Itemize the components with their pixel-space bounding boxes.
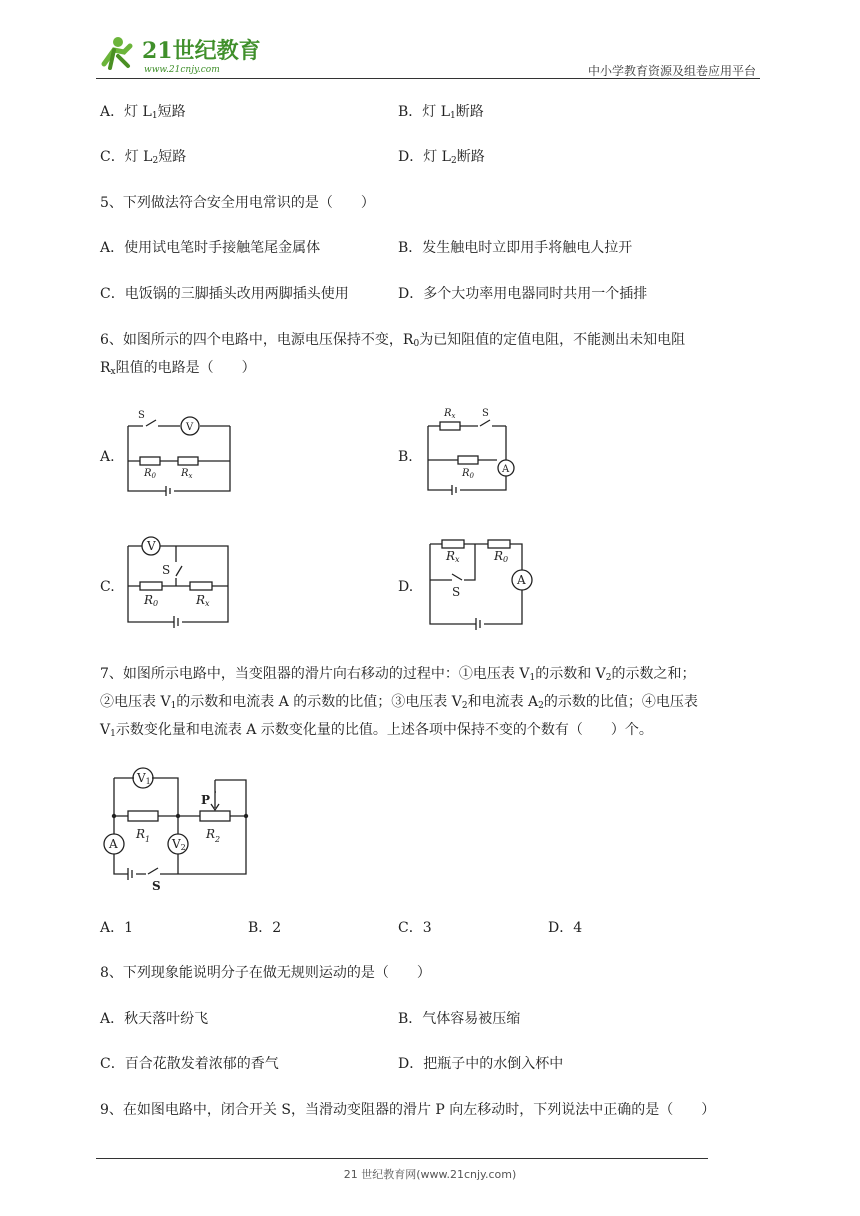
q9-stem: 9、在如图电路中，闭合开关 S，当滑动变阻器的滑片 P 向左移动时，下列说法中正确的是（ ） xyxy=(100,1102,716,1118)
svg-text:P: P xyxy=(201,793,211,807)
q7-option-b: B．2 xyxy=(248,920,282,936)
svg-text:A: A xyxy=(109,837,118,851)
platform-name: 中小学教育资源及组卷应用平台 xyxy=(587,64,756,78)
svg-text:R0: R0 xyxy=(144,593,159,608)
q6-option-c: C. xyxy=(100,579,115,595)
svg-text:V2: V2 xyxy=(172,837,186,852)
header-divider xyxy=(96,78,760,79)
q8-option-c: C．百合花散发着浓郁的香气 xyxy=(100,1056,279,1072)
logo-text: 21世纪教育 xyxy=(142,38,261,64)
q4-option-b: B．灯 $L_1$断路 xyxy=(398,104,484,121)
circuit-diagram-b xyxy=(418,402,528,498)
circuit-diagram-q7 xyxy=(100,764,260,892)
circuit-diagram-c xyxy=(118,534,238,634)
q7-option-c: C．3 xyxy=(398,920,432,936)
svg-text:R0: $R_0$ xyxy=(144,468,156,480)
svg-text:S: S xyxy=(152,879,161,892)
footer-text: 21 世纪教育网(www.21cnjy.com) xyxy=(343,1168,517,1181)
q5-option-a: A．使用试电笔时手接触笔尾金属体 xyxy=(100,240,321,256)
q8-option-a: A．秋天落叶纷飞 xyxy=(100,1011,209,1027)
svg-text:R2: $R_2$ xyxy=(206,827,221,844)
logo-url: www.21cnjy.com xyxy=(144,65,220,75)
svg-text:S: S xyxy=(452,585,461,599)
svg-text:Rx: $R_x$ xyxy=(181,468,193,480)
q5-option-b: B．发生触电时立即用手将触电人拉开 xyxy=(398,240,633,256)
q4-option-a: A．灯 $L_1$短路 xyxy=(100,104,186,121)
q8-option-d: D．把瓶子中的水倒入杯中 xyxy=(398,1056,564,1072)
q8-stem: 8、下列现象能说明分子在做无规则运动的是（ ） xyxy=(100,965,431,981)
svg-text:Rx: $R_x$ xyxy=(444,408,456,420)
q6-stem-line2: $R_x$阻值的电路是（ ） xyxy=(100,360,256,377)
q7-stem-line1: 7、如图所示电路中，当变阻器的滑片向右移动的过程中：①电压表 $V_1$的示数和 $V_2$的示数之和； xyxy=(100,666,696,683)
svg-text:V1: V1 xyxy=(137,771,151,786)
q7-stem-line2: ②电压表 $V_1$的示数和电流表 A 的示数的比值；③电压表 $V_2$和电流表 $A_2$的示数的比值；④电压表 xyxy=(100,694,698,711)
q5-option-d: D．多个大功率用电器同时共用一个插排 xyxy=(398,286,648,302)
svg-text:V: V xyxy=(186,422,194,433)
svg-text:R0: R0 xyxy=(494,549,509,564)
q7-option-a: A．1 xyxy=(100,920,134,936)
circuit-diagram-d xyxy=(418,534,538,634)
runner-icon xyxy=(104,37,130,68)
svg-text:S: S xyxy=(138,410,145,421)
svg-text:A: A xyxy=(502,464,510,475)
svg-text:Rx: Rx xyxy=(446,549,460,564)
q8-option-b: B．气体容易被压缩 xyxy=(398,1011,521,1027)
svg-text:A: A xyxy=(517,573,526,587)
site-logo xyxy=(96,34,266,78)
footer-divider xyxy=(96,1158,708,1159)
q4-option-d: D．灯 $L_2$断路 xyxy=(398,149,485,166)
q6-option-d: D. xyxy=(398,579,414,595)
q7-stem-line3: $V_1$示数变化量和电流表 A 示数变化量的比值。上述各项中保持不变的个数有（ ）个。 xyxy=(100,722,653,739)
svg-text:Rx: Rx xyxy=(196,593,210,608)
svg-text:R0: $R_0$ xyxy=(462,468,474,480)
q5-option-c: C．电饭锅的三脚插头改用两脚插头使用 xyxy=(100,286,349,302)
q6-stem-line1: 6、如图所示的四个电路中，电源电压保持不变，$R_0$为已知阻值的定值电阻，不能测出未知电阻 xyxy=(100,332,686,349)
q6-option-b: B. xyxy=(398,449,413,465)
q6-option-a: A. xyxy=(100,449,115,465)
svg-text:S: S xyxy=(482,408,489,419)
circuit-diagram-a xyxy=(118,406,248,498)
q5-stem: 5、下列做法符合安全用电常识的是（ ） xyxy=(100,195,375,211)
svg-text:S: S xyxy=(162,563,171,577)
q7-option-d: D．4 xyxy=(548,920,583,936)
q4-option-c: C．灯 $L_2$短路 xyxy=(100,149,187,166)
svg-text:V: V xyxy=(147,539,156,553)
svg-text:R1: $R_1$ xyxy=(136,827,151,844)
